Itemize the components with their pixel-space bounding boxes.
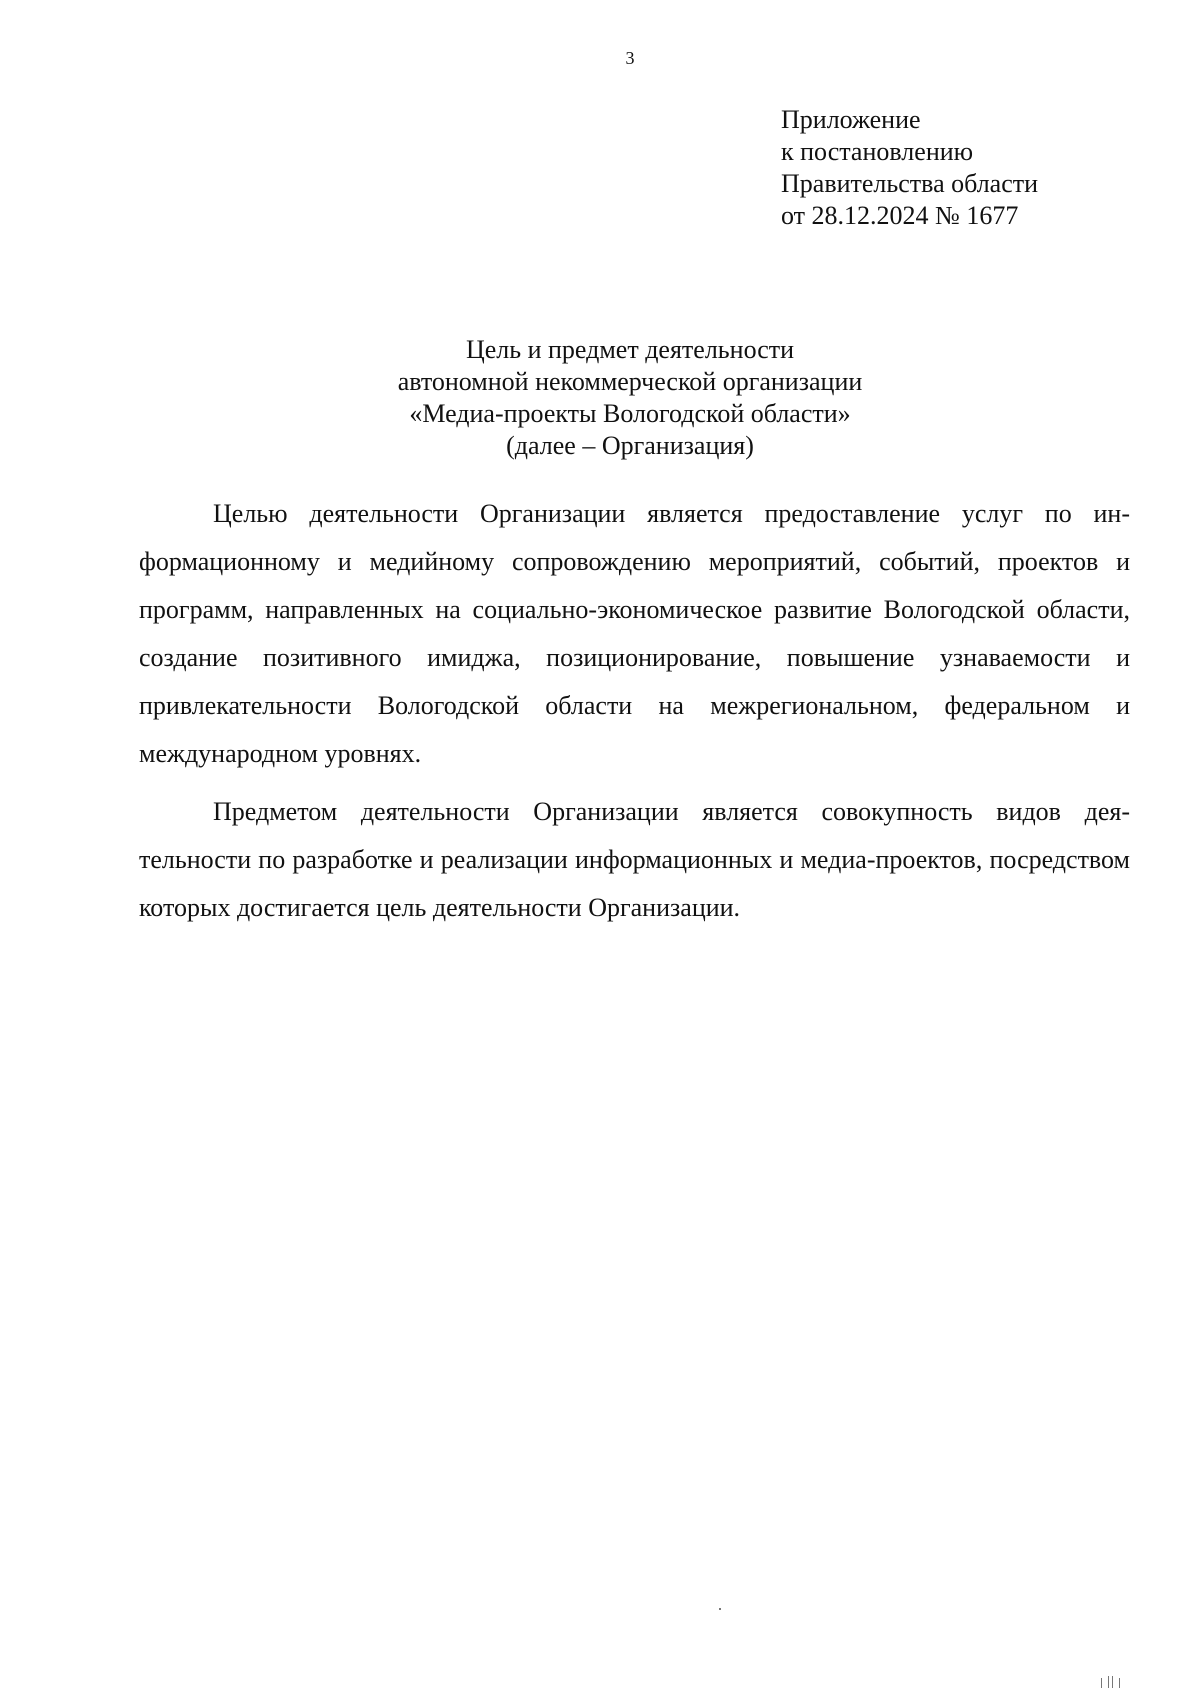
appendix-line: от 28.12.2024 № 1677 [781, 201, 1019, 230]
paragraph-goal: Целью деятельности Организации является предоставление услуг по информационному и медийному сопровождению мероприятий, событий, проектов и программ, направленных на социально-экономическое развитие Вологодской области, создание позитивного имиджа, позиционирование, повышение узнаваемости и привлекательности Вологодской области на межрегиональном, федеральном и международном уровнях. [139, 499, 1130, 768]
title-line: автономной некоммерческой организации [397, 367, 863, 396]
page-number: 3 [625, 48, 635, 68]
scan-tick [1108, 1676, 1109, 1688]
title-line: (далее – Организация) [506, 431, 754, 460]
title-line: «Медиа-проекты Вологодской области» [409, 399, 851, 428]
appendix-line: к постановлению [781, 137, 974, 166]
scan-tick [1112, 1676, 1113, 1688]
title-line: Цель и предмет деятельности [465, 335, 795, 364]
scan-tick [1101, 1678, 1102, 1688]
appendix-line: Приложение [781, 105, 921, 134]
paragraph-subject: Предметом деятельности Организации является совокупность видов деятельности по разработке и реализации информационных и медиа-проектов, посредством которых достигается цель деятельности Организации. [139, 797, 1130, 922]
body-text [139, 490, 1130, 942]
document-title [0, 334, 1200, 462]
scan-tick [1119, 1678, 1120, 1688]
appendix-line: Правительства области [781, 169, 1039, 198]
scan-dot [719, 1608, 721, 1610]
appendix-block [781, 104, 1038, 232]
